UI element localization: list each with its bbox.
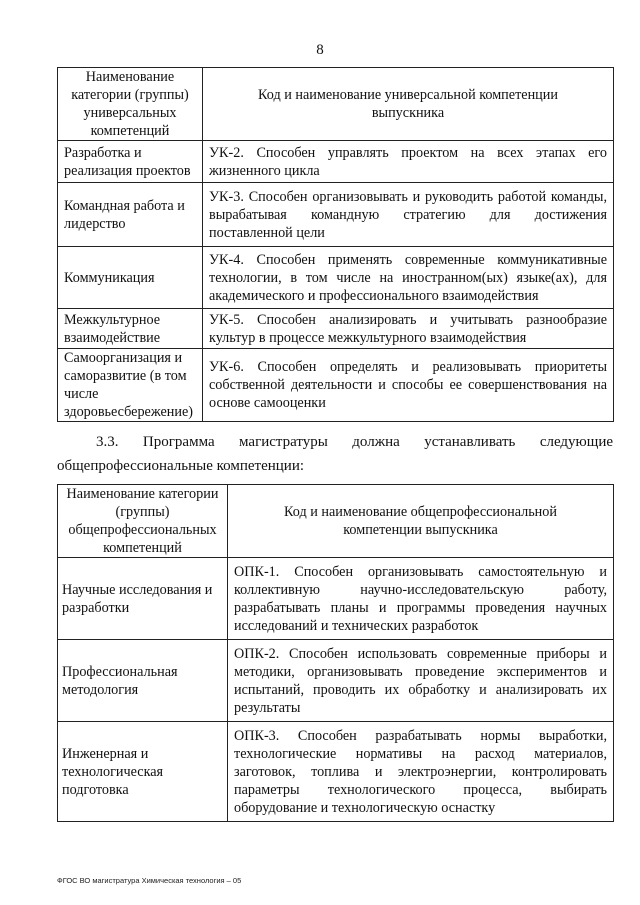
row-competence: ОПК-1. Способен организовывать самостоятельную и коллективную научно-исследовательскую работу, разрабатывать планы и программы проведения научных исследований и технических разработок xyxy=(228,558,614,640)
header-category: Наименование категории (группы) универсальных компетенций xyxy=(58,68,203,141)
table-header-row xyxy=(58,68,614,141)
table-row xyxy=(58,722,614,822)
row-category: Межкультурное взаимодействие xyxy=(58,309,203,349)
page-number: 8 xyxy=(316,42,324,58)
table-row xyxy=(58,183,614,247)
header-category: Наименование категории (группы) общепрофессиональных компетенций xyxy=(58,485,228,558)
row-category: Командная работа и лидерство xyxy=(58,183,203,247)
row-category: Коммуникация xyxy=(58,247,203,309)
row-competence: УК-3. Способен организовывать и руководить работой команды, вырабатывая командную стратегию для достижения поставленной цели xyxy=(203,183,614,247)
row-competence: ОПК-3. Способен разрабатывать нормы выработки, технологические нормативы на расход материалов, заготовок, топлива и электроэнергии, контролировать параметры технологического процесса, выбирать оборудование и технологическую оснастку xyxy=(228,722,614,822)
row-category: Инженерная и технологическая подготовка xyxy=(58,722,228,822)
row-competence: УК-5. Способен анализировать и учитывать разнообразие культур в процессе межкультурного взаимодействия xyxy=(203,309,614,349)
row-competence: УК-6. Способен определять и реализовывать приоритеты собственной деятельности и способы ее совершенствования на основе самооценки xyxy=(203,349,614,422)
row-competence: УК-2. Способен управлять проектом на всех этапах его жизненного цикла xyxy=(203,141,614,183)
table-row xyxy=(58,247,614,309)
header-competence: Код и наименование общепрофессиональной компетенции выпускника xyxy=(228,485,614,558)
table-row xyxy=(58,349,614,422)
table-header-row xyxy=(58,485,614,558)
section-paragraph-continued: общепрофессиональные компетенции: xyxy=(57,458,305,474)
table-row xyxy=(58,141,614,183)
section-paragraph: 3.3. Программа магистратуры должна устанавливать следующие xyxy=(96,434,613,450)
table-row xyxy=(58,640,614,722)
row-competence: УК-4. Способен применять современные коммуникативные технологии, в том числе на иностранном(ых) языке(ах), для академического и профессионального взаимодействия xyxy=(203,247,614,309)
table-row xyxy=(58,309,614,349)
general-professional-competencies-table xyxy=(57,484,614,822)
universal-competencies-table xyxy=(57,67,614,422)
row-competence: ОПК-2. Способен использовать современные приборы и методики, организовывать проведение экспериментов и испытаний, проводить их обработку и анализировать их результаты xyxy=(228,640,614,722)
row-category: Самоорганизация и саморазвитие (в том числе здоровьесбережение) xyxy=(58,349,203,422)
footer-text: ФГОС ВО магистратура Химическая технология – 05 xyxy=(57,876,242,885)
table-row xyxy=(58,558,614,640)
header-competence: Код и наименование универсальной компетенции выпускника xyxy=(203,68,614,141)
row-category: Разработка и реализация проектов xyxy=(58,141,203,183)
row-category: Научные исследования и разработки xyxy=(58,558,228,640)
row-category: Профессиональная методология xyxy=(58,640,228,722)
